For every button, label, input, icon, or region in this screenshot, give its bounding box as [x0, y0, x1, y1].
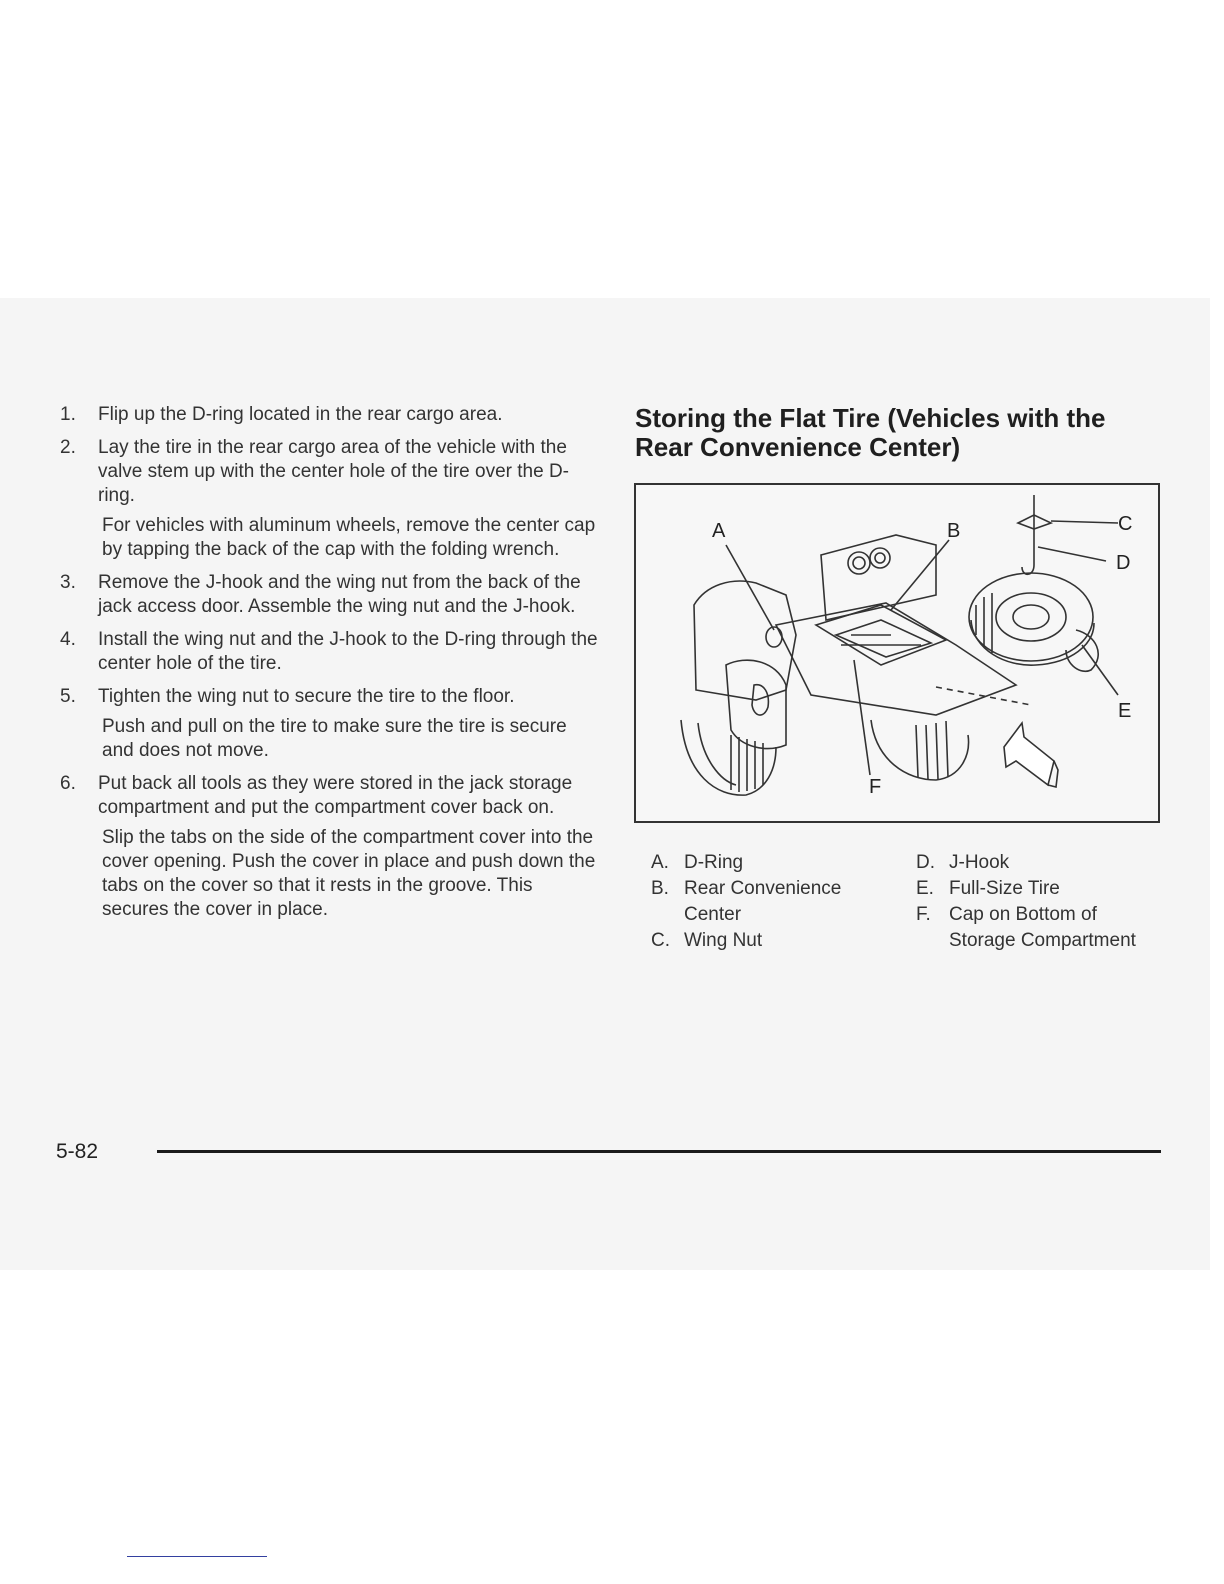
callout-a: A — [712, 520, 726, 542]
legend-item — [916, 850, 1166, 876]
step-text: Remove the J-hook and the wing nut from the back of the jack access door. Assemble the wing nut and the J-hook. — [98, 572, 581, 617]
legend-key: C. — [651, 930, 670, 951]
figure-legend-right — [916, 850, 1166, 954]
callout-b: B — [947, 520, 961, 542]
step-number: 2. — [60, 437, 76, 458]
legend-item — [651, 850, 891, 876]
figure-legend-left — [651, 850, 891, 954]
callout-line-d — [1038, 547, 1106, 561]
tire-storage-illustration — [634, 483, 1160, 823]
step-text: Tighten the wing nut to secure the tire to the floor. — [98, 686, 515, 707]
step-text: Install the wing nut and the J-hook to the D-ring through the center hole of the tire. — [98, 629, 598, 674]
legend-label: Rear Convenience Center — [684, 878, 842, 925]
callout-line-b — [891, 540, 949, 610]
step-text: Put back all tools as they were stored in the jack storage compartment and put the compartment cover back on. — [98, 773, 573, 818]
legend-item — [651, 876, 891, 928]
footer-rule — [157, 1150, 1161, 1153]
step-item — [60, 403, 600, 427]
link-underline — [127, 1556, 267, 1557]
callout-e: E — [1118, 700, 1132, 722]
legend-key: E. — [916, 878, 934, 899]
page-number: 5-82 — [56, 1140, 99, 1163]
legend-key: D. — [916, 852, 935, 873]
legend-label: Cap on Bottom of Storage Compartment — [949, 904, 1136, 951]
step-number: 1. — [60, 404, 76, 425]
legend-label: Full-Size Tire — [949, 878, 1060, 899]
step-note: Push and pull on the tire to make sure the tire is secure and does not move. — [102, 716, 567, 761]
legend-item — [916, 876, 1166, 902]
callout-f: F — [869, 776, 882, 798]
rear-wheel-right — [871, 720, 969, 780]
callout-line-c — [1051, 521, 1118, 523]
step-number: 4. — [60, 629, 76, 650]
direction-arrow — [1004, 723, 1054, 785]
step-item — [60, 772, 600, 922]
speaker-left — [848, 552, 870, 574]
vehicle-bumper — [726, 660, 786, 748]
callout-line-e — [1082, 645, 1118, 695]
callout-line-f — [854, 660, 870, 775]
section-heading: Storing the Flat Tire (Vehicles with the Rear Convenience Center) — [635, 403, 1106, 462]
legend-label: J-Hook — [949, 852, 1010, 873]
step-note: For vehicles with aluminum wheels, remove the center cap by tapping the back of the cap with the folding wrench. — [102, 515, 596, 560]
callout-d: D — [1116, 552, 1131, 574]
legend-item — [651, 928, 891, 954]
legend-key: F. — [916, 904, 931, 925]
legend-label: Wing Nut — [684, 930, 763, 951]
step-text: Flip up the D-ring located in the rear cargo area. — [98, 404, 503, 425]
legend-label: D-Ring — [684, 852, 744, 873]
step-item — [60, 628, 600, 676]
step-note: Slip the tabs on the side of the compartment cover into the cover opening. Push the cover in place and push down the tabs on the cover so that it rests in the groove. This secures the cover in place. — [102, 827, 596, 920]
callout-c: C — [1118, 513, 1133, 535]
step-number: 6. — [60, 773, 76, 794]
legend-item — [916, 902, 1166, 954]
legend-key: B. — [651, 878, 669, 899]
instruction-steps — [60, 403, 600, 931]
step-number: 3. — [60, 572, 76, 593]
speaker-right — [870, 548, 890, 568]
reference-line — [936, 687, 1031, 705]
step-item — [60, 685, 600, 763]
step-item — [60, 436, 600, 562]
j-hook — [1022, 495, 1034, 574]
full-size-tire — [969, 573, 1098, 671]
step-item — [60, 571, 600, 619]
legend-key: A. — [651, 852, 669, 873]
rear-wheel-left — [681, 720, 776, 795]
step-number: 5. — [60, 686, 76, 707]
step-text: Lay the tire in the rear cargo area of the vehicle with the valve stem up with the center hole of the tire over the D-ring. — [98, 437, 570, 506]
